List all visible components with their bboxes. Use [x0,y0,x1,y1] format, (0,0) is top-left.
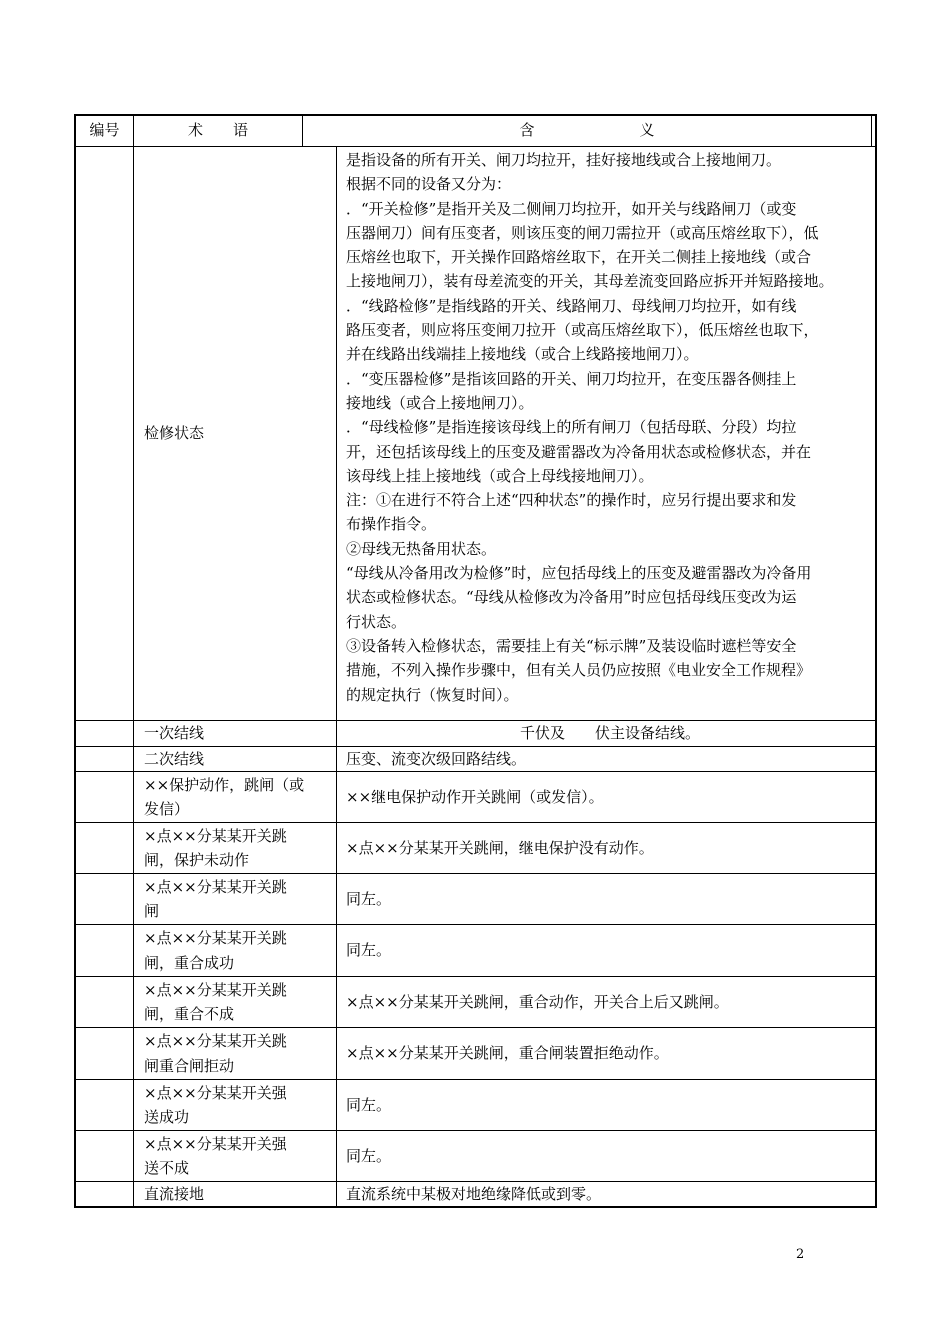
meaning-line: 压器闸刀）间有压变者，则该压变的闸刀需拉开（或高压熔丝取下），低 [346,223,819,242]
term-text: 二次结线 [144,749,205,768]
meaning-cell [346,772,874,822]
term-text: 一次结线 [144,724,205,743]
term-text: 送不成 [144,1159,190,1177]
meaning-line: ③设备转入检修状态，需要挂上有关“标示牌”及装设临时遮栏等安全 [346,636,797,655]
term-cell [144,823,337,873]
meaning-line: 的规定执行（恢复时间）。 [346,685,519,704]
meaning-line: 该母线上挂上接地线（或合上母线接地闸刀）。 [346,466,654,485]
meaning-line: ．“开关检修”是指开关及二侧闸刀均拉开，如开关与线路闸刀（或变 [346,199,797,218]
meaning-line: 布操作指令。 [346,515,437,534]
header-number: 编号 [89,121,120,139]
meaning-cell [346,1028,874,1079]
meaning-line: 状态或检修状态。“母线从检修改为冷备用”时应包括母线压变改为运 [346,588,797,607]
term-text: ×点××分某某开关跳 [144,1032,287,1051]
column-divider [871,114,872,147]
meaning-line: ．“线路检修”是指线路的开关、线路闸刀、母线闸刀均拉开，如有线 [346,296,797,315]
term-cell [144,772,337,822]
table-right-border [875,114,877,1208]
term-cell [144,1131,337,1181]
meaning-line: 并在线路出线端挂上接地线（或合上线路接地闸刀）。 [346,345,699,364]
term-text: 闸，重合不成 [144,1005,235,1023]
term-text: ×点××分某某开关强 [144,1134,287,1153]
meaning-text: ×点××分某某开关跳闸，继电保护没有动作。 [346,838,654,857]
meaning-cell [346,1182,874,1206]
meaning-text: ×点××分某某开关跳闸，重合动作，开关合上后又跳闸。 [346,992,729,1011]
term-text: 送成功 [144,1108,190,1126]
term-text: 直流接地 [144,1184,205,1203]
term-text: ×点××分某某开关跳 [144,877,287,896]
meaning-text: 同左。 [346,941,392,960]
meaning-line: ．“母线检修”是指连接该母线上的所有闸刀（包括母联、分段）均拉 [346,418,797,437]
term-cell [144,1028,337,1079]
header-term: 术 语 [187,121,248,139]
meaning-text: 同左。 [346,1146,392,1165]
term-text: ×点××分某某开关跳 [144,826,287,845]
meaning-line: ．“变压器检修”是指该回路的开关、闸刀均拉开，在变压器各侧挂上 [346,369,797,388]
header-meaning: 含 义 [519,121,655,139]
table-left-border [74,114,76,1208]
term-text: 闸 [144,902,160,920]
meaning-line: 压熔丝也取下，开关操作回路熔丝取下，在开关二侧挂上接地线（或合 [346,248,812,267]
term-text: ×点××分某某开关跳 [144,980,287,999]
term-cell [144,874,337,924]
meaning-line: 注：①在进行不符合上述“四种状态”的操作时，应另行提出要求和发 [346,491,797,510]
term-cell [144,747,337,771]
meaning-line: 上接地闸刀），装有母差流变的开关，其母差流变回路应拆开并短路接地。 [346,272,834,291]
meaning-text: 直流系统中某极对地绝缘降低或到零。 [346,1184,602,1203]
terms-table [74,114,877,1208]
term-text: 闸，重合成功 [144,953,235,972]
meaning-cell [346,148,868,707]
page-number: 2 [796,1247,805,1262]
term-text: ×点××分某某开关跳 [144,929,287,948]
meaning-cell [346,1131,874,1181]
term-text: 闸，保护未动作 [144,851,250,869]
meaning-text: 同左。 [346,889,392,908]
term-cell [144,1080,337,1130]
meaning-line: 行状态。 [346,612,407,631]
meaning-text: 同左。 [346,1095,392,1114]
meaning-line: 措施，不列入操作步骤中，但有关人员仍应按照《电业安全工作规程》 [346,661,812,680]
meaning-line: “母线从冷备用改为检修”时，应包括母线上的压变及避雷器改为冷备用 [346,564,812,583]
meaning-line: 是指设备的所有开关、闸刀均拉开，挂好接地线或合上接地闸刀。 [346,151,782,169]
term-cell [144,1182,337,1206]
term-text: ××保护动作，跳闸（或 [144,775,305,794]
meaning-cell [346,721,874,746]
term-text: 闸重合闸拒动 [144,1056,235,1075]
meaning-line: 接地线（或合上接地闸刀）。 [346,393,534,412]
meaning-cell [346,823,874,873]
meaning-line: ②母线无热备用状态。 [346,539,497,558]
column-divider [133,114,134,1208]
meaning-line: 路压变者，则应将压变闸刀拉开（或高压熔丝取下），低压熔丝也取下， [346,321,819,340]
meaning-line: 开，还包括该母线上的压变及避雷器改为冷备用状态或检修状态，并在 [346,442,812,461]
meaning-cell [346,874,874,924]
term-cell [144,147,337,720]
term-cell [144,721,337,746]
meaning-text: 千伏及 伏主设备结线。 [519,724,700,743]
table-bottom-border [74,1206,877,1208]
meaning-text: ×点××分某某开关跳闸，重合闸装置拒绝动作。 [346,1044,669,1063]
meaning-text: 压变、流变次级回路结线。 [346,749,527,768]
term-cell [144,925,337,976]
meaning-cell [346,1080,874,1130]
meaning-cell [346,747,874,771]
term-text: ×点××分某某开关强 [144,1083,287,1102]
meaning-cell [346,977,874,1027]
meaning-text: ××继电保护动作开关跳闸（或发信）。 [346,787,604,806]
term-cell [144,977,337,1027]
term-text: 检修状态 [144,424,205,443]
meaning-cell [346,925,874,976]
term-text: 发信） [144,800,190,818]
meaning-line: 根据不同的设备又分为： [346,175,512,194]
